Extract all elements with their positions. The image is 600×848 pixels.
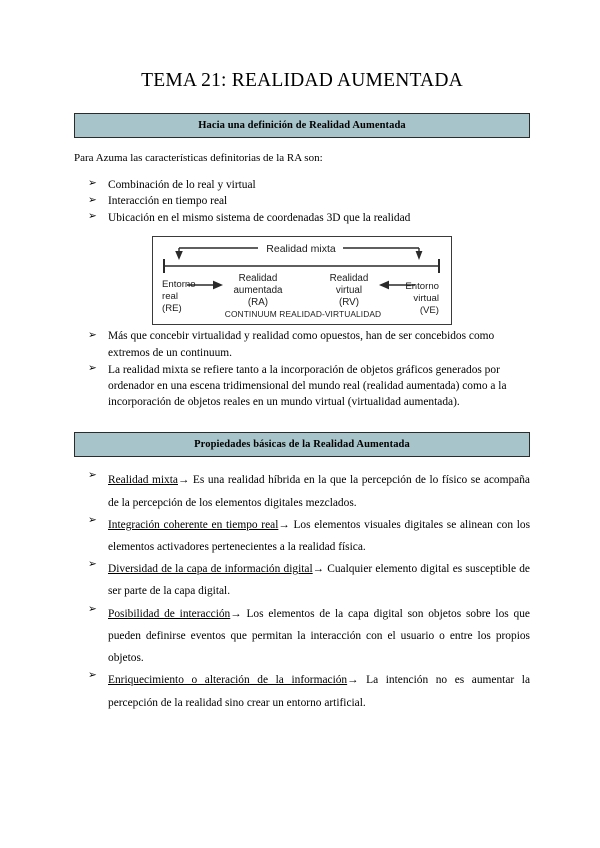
property-term: Posibilidad de interacción [108,607,231,620]
arrowhead-bullet-icon: ➢ [88,470,97,482]
azuma-characteristics-list [74,177,530,227]
continuum-figure-icon [153,237,450,323]
property-term: Realidad mixta [108,474,178,487]
diagram-virtual-reality-line2: virtual [335,285,363,297]
reality-virtuality-continuum-diagram [152,236,452,325]
diagram-virtual-reality-line3: (RV) [339,297,359,309]
diagram-right-label-line3: (VE) [419,305,439,317]
list-item-label: Interacción en tiempo real [108,195,228,208]
diagram-top-label: Realidad mixta [266,243,336,256]
list-item [74,669,530,713]
list-item-label: Más que concebir virtualidad y realidad como opuestos, han de ser concebidos como extremos de un continuum. [108,330,495,359]
property-arrow-icon: → [278,518,290,531]
section-banner-properties [74,432,530,457]
list-item-label: La realidad mixta se refiere tanto a la incorporación de objetos gráficos generados por ordenador en una escena tridimensional del mundo real (realidad aumentada) como a la incorporación de objetos reales en un mundo virtual (virtualidad aumentada). [108,363,507,409]
list-item [74,328,530,360]
diagram-augmented-reality-line3: (RA) [247,297,269,309]
intro-paragraph: Para Azuma las características definitorias de la RA son: [74,152,323,164]
list-item [74,193,530,210]
diagram-augmented-reality-line1: Realidad [238,273,278,285]
section-banner-definition-label: Hacia una definición de Realidad Aumentada [198,120,406,131]
section-banner-definition [74,113,530,138]
continuum-notes-list [74,328,530,410]
arrowhead-bullet-icon: ➢ [88,559,97,571]
diagram-caption: CONTINUUM REALIDAD-VIRTUALIDAD [224,309,382,320]
diagram-left-label-line2: real [162,291,178,303]
arrowhead-bullet-icon: ➢ [88,603,97,615]
property-description: Cualquier elemento digital es susceptible de ser parte de la capa digital. [108,563,530,598]
arrowhead-bullet-icon: ➢ [88,514,97,526]
property-term: Diversidad de la capa de información digital [108,563,313,576]
list-item [74,558,530,602]
properties-list [74,469,530,714]
property-arrow-icon: → [230,607,242,620]
list-item-label: Ubicación en el mismo sistema de coordenadas 3D que la realidad [108,211,411,224]
diagram-right-label-line1: Entorno [405,281,439,293]
arrowhead-bullet-icon: ➢ [88,363,97,375]
arrowhead-bullet-icon: ➢ [88,178,97,190]
list-item [74,362,530,411]
list-item-label: Combinación de lo real y virtual [108,178,256,191]
property-term: Integración coherente en tiempo real [108,518,279,531]
document-content [74,0,530,714]
property-description: La intención no es aumentar la percepción de la realidad sino crear un entorno artificial. [108,674,530,709]
list-item [74,177,530,194]
property-description: Los elementos de la capa digital son objetos sobre los que pueden definirse eventos que permitan la interacción con el usuario o entre los propios objetos. [108,607,530,665]
diagram-left-label-line1: Entorno [162,279,196,291]
list-item [74,469,530,513]
section-banner-properties-label: Propiedades básicas de la Realidad Aumentada [194,439,410,451]
page-title: TEMA 21: REALIDAD AUMENTADA [141,70,463,91]
list-item [74,514,530,558]
property-term: Enriquecimiento o alteración de la información [108,674,348,687]
property-arrow-icon: → [312,563,325,576]
property-arrow-icon: → [177,474,190,487]
diagram-augmented-reality-line2: aumentada [233,285,283,297]
list-item [74,210,530,227]
property-description: Es una realidad híbrida en la que la percepción de lo físico se acompaña de la percepción de los elementos digitales mezclados. [108,474,530,509]
list-item [74,603,530,670]
arrowhead-bullet-icon: ➢ [88,670,97,682]
diagram-left-label-line3: (RE) [162,303,182,315]
diagram-container [74,236,530,325]
property-description: Los elementos visuales digitales se alinean con los elementos activadores pertenecientes a la realidad física. [108,518,530,553]
arrowhead-bullet-icon: ➢ [88,194,97,206]
property-arrow-icon: → [347,674,359,687]
diagram-right-label-line2: virtual [413,293,439,305]
arrowhead-bullet-icon: ➢ [88,329,97,341]
diagram-virtual-reality-line1: Realidad [329,273,369,285]
arrowhead-bullet-icon: ➢ [88,211,97,223]
